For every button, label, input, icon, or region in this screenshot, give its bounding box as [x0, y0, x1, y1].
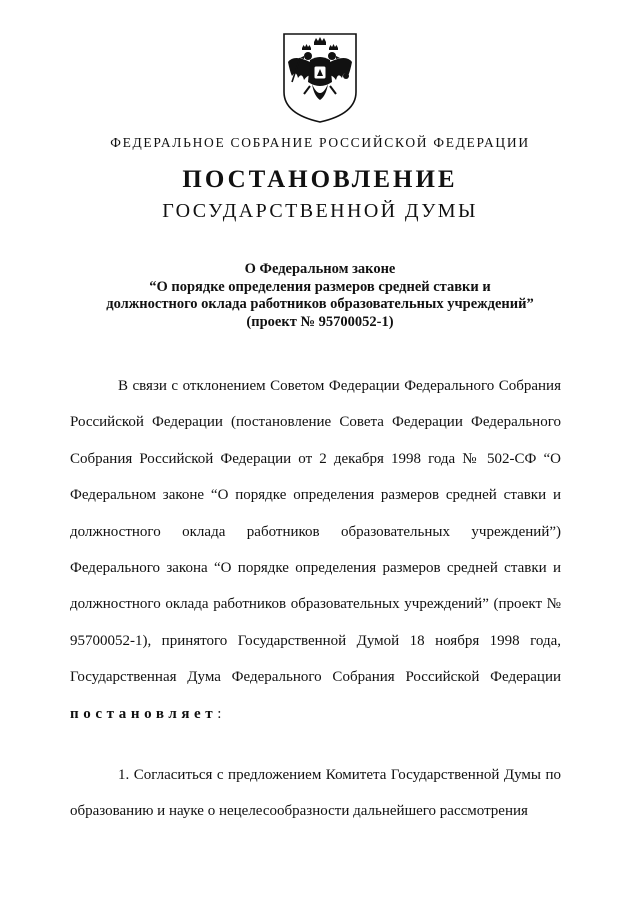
body-paragraph-2: 1. Согласиться с предложением Комитета Государственной Думы по образованию и науке о нецелесообразности дальнейшего рассмотрения [70, 767, 561, 820]
subject-line-1: О Федеральном законе [244, 261, 396, 277]
subject-line-2: “О порядке определения размеров средней ставки и [149, 278, 491, 295]
body-paragraph-1 [70, 368, 561, 732]
resolves-word: постановляет [70, 705, 218, 722]
subject-line-4: (проект № 95700052-1) [246, 313, 394, 330]
coat-of-arms-icon [280, 32, 360, 124]
organization-heading: ФЕДЕРАЛЬНОЕ СОБРАНИЕ РОССИЙСКОЙ ФЕДЕРАЦИИ [110, 135, 530, 150]
subject-block [40, 261, 600, 331]
document-title: ПОСТАНОВЛЕНИЕ [182, 166, 458, 193]
document-subtitle: ГОСУДАРСТВЕННОЙ ДУМЫ [162, 200, 478, 222]
resolves-punctuation: : [217, 705, 222, 722]
subject-line-3: должностного оклада работников образовательных учреждений” [106, 296, 534, 312]
paragraph-1-text: В связи с отклонением Советом Федерации Федерального Собрания Российской Федерации (постановление Совета Федерации Федерального Собрания Российской Федерации от 2 декабря 1998 года № 502-СФ “О Федеральном законе “О порядке определения размеров средней ставки и должностного оклада работников образовательных учреждений”) Федерального закона “О порядке определения размеров средней ставки и должностного оклада работников образовательных учреждений” (проект № 95700052-1), принятого Государственной Думой 18 ноября 1998 года, Государственная Дума Федерального Собрания Российской Федерации [70, 378, 561, 686]
